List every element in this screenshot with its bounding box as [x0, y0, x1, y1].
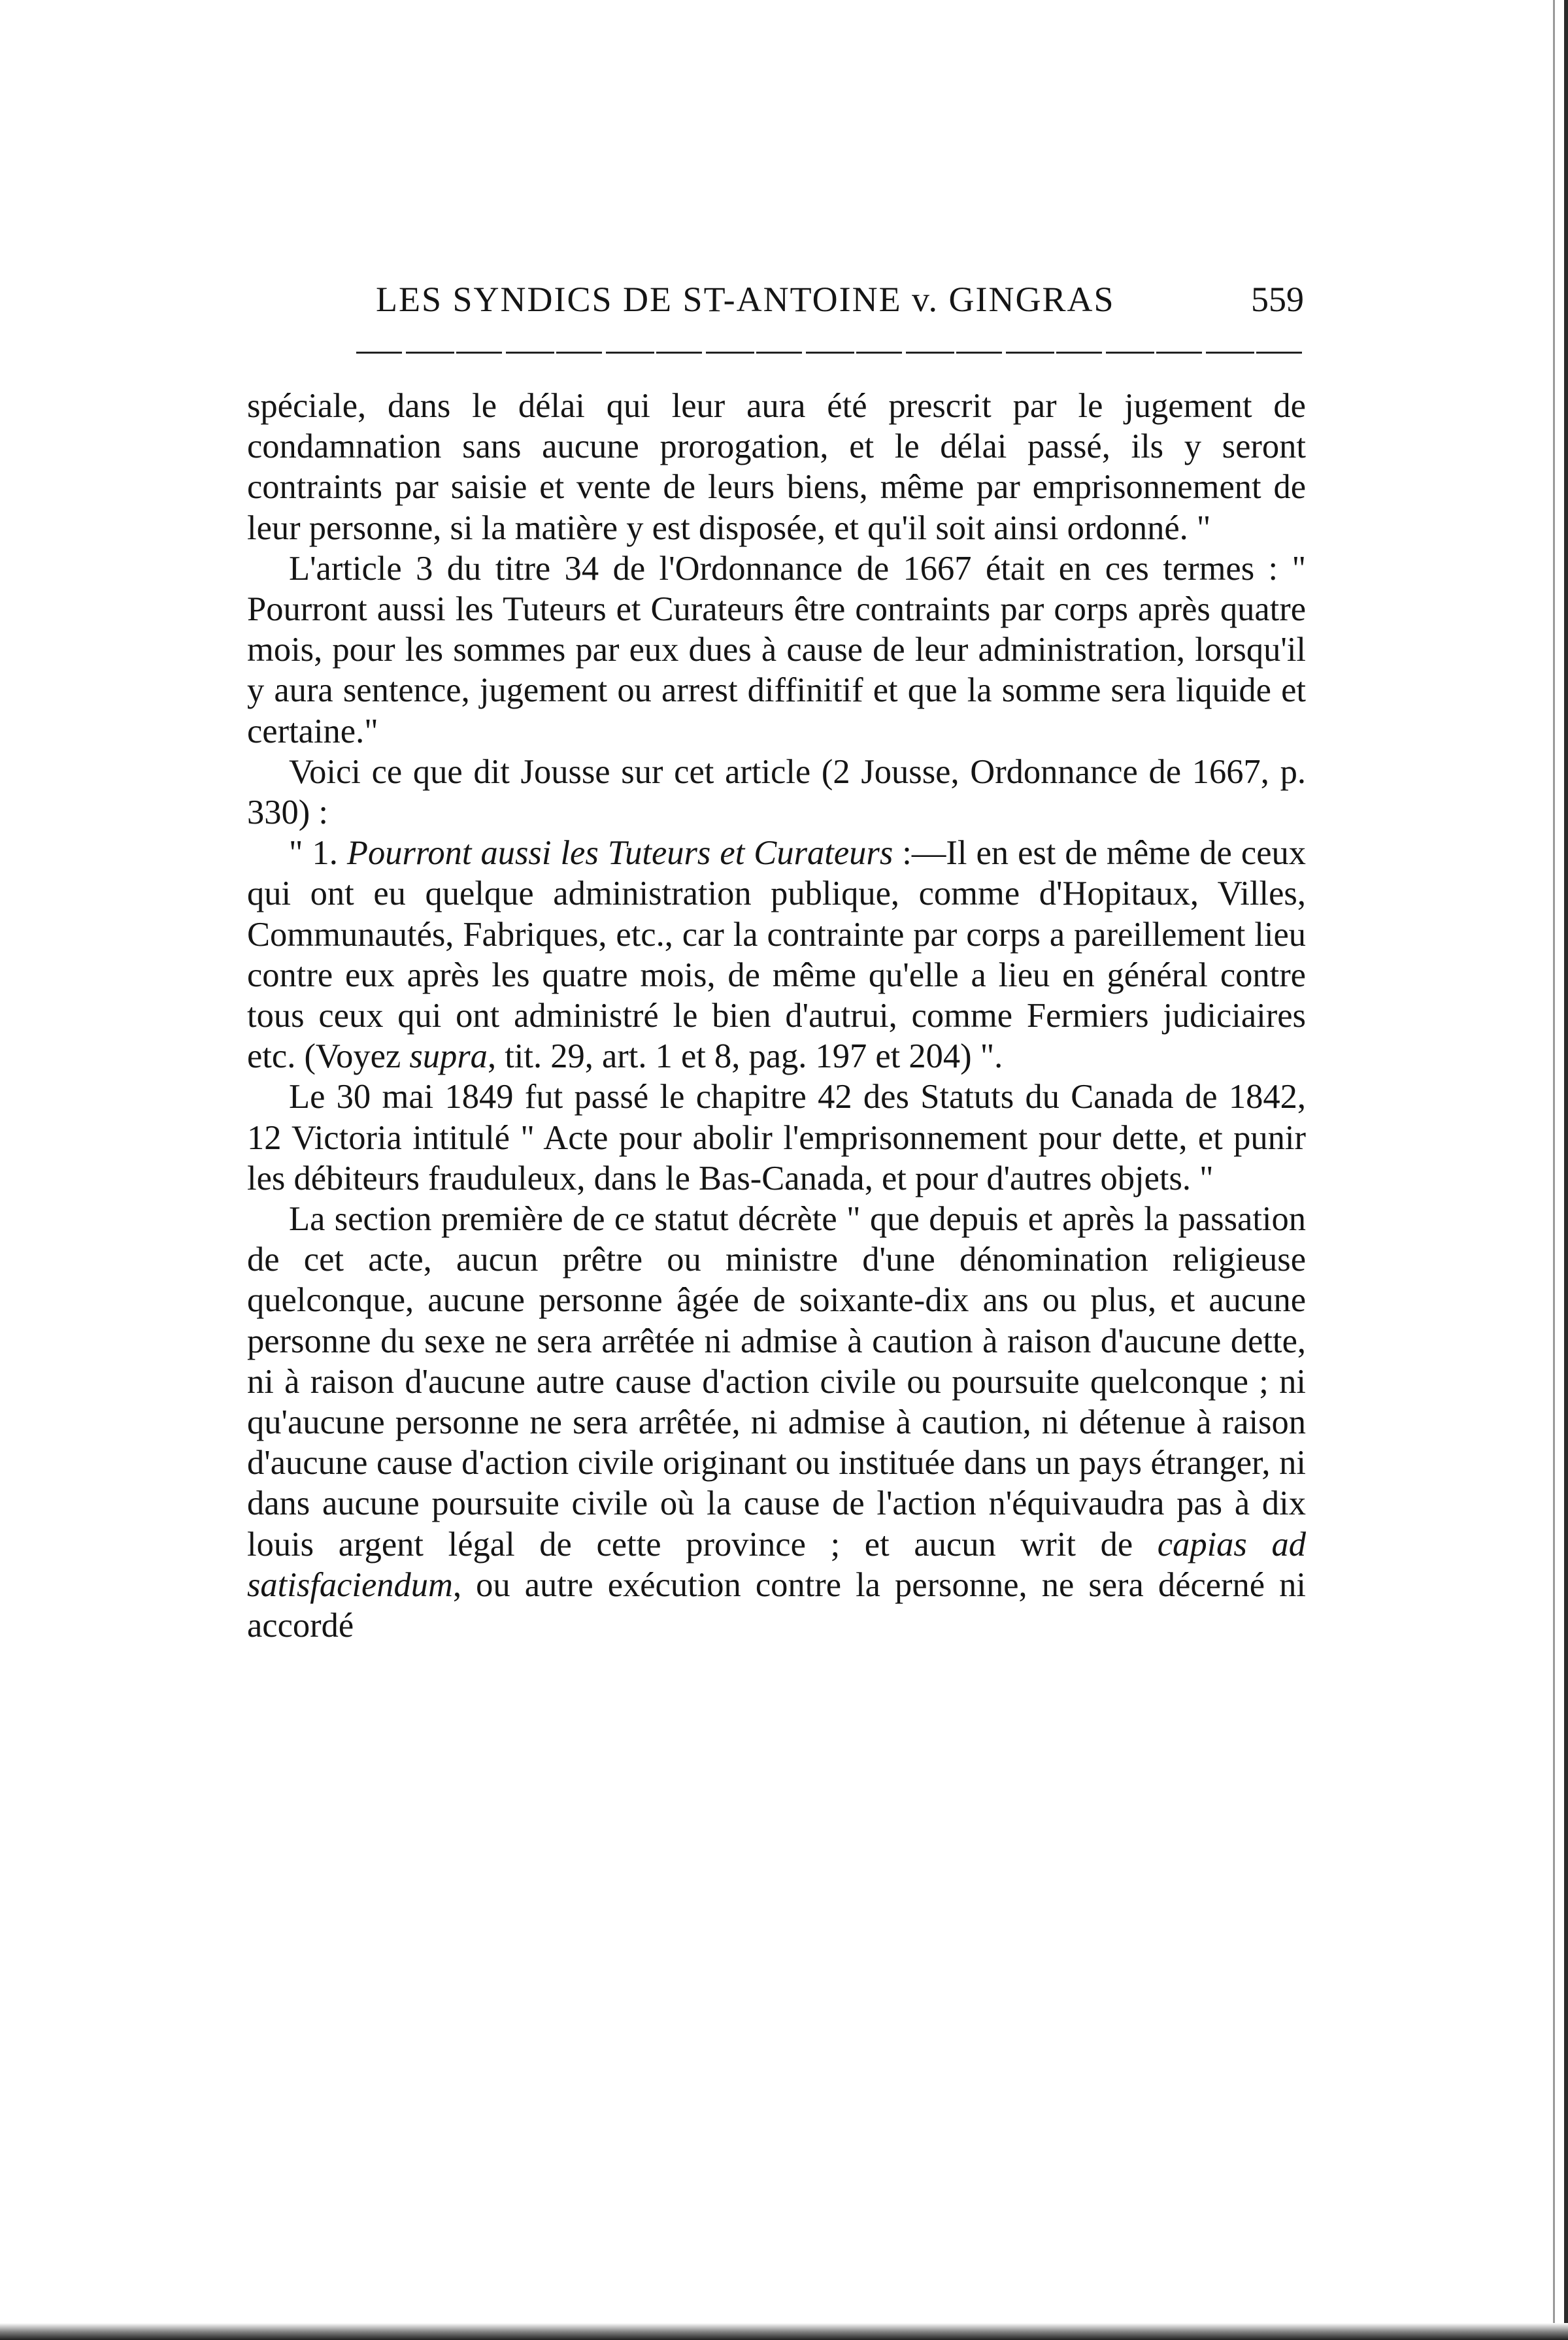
paragraph-2: L'article 3 du titre 34 de l'Ordonnance de 1667 était en ces termes : " Pourront aussi les Tuteurs et Curateurs être contraints par corps après quatre mois, pour les sommes par eux dues à cause de leur administration, lorsqu'il y aura sentence, jugement ou arrest diffinitif et que la somme sera liquide et certaine.": [247, 549, 1306, 750]
header-rule: [356, 352, 1305, 354]
page-number: 559: [1251, 280, 1304, 319]
quote-lead: " 1.: [289, 834, 347, 873]
page-edge-shadow: [1553, 0, 1555, 2340]
quote-text-end: , tit. 29, art. 1 et 8, pag. 197 et 204) ".: [487, 1037, 1003, 1076]
statute-text-end: , ou autre exécution contre la personne, ne sera décerné ni accordé: [247, 1565, 1306, 1645]
running-head: LES SYNDICS DE ST-ANTOINE v. GINGRAS: [376, 280, 1115, 319]
page-edge-right: [1564, 0, 1568, 2340]
paragraph-4-quote: [247, 833, 1306, 1077]
paragraph-5: Le 30 mai 1849 fut passé le chapitre 42 des Statuts du Canada de 1842, 12 Victoria intitulé " Acte pour abolir l'emprisonnement pour dette, et punir les débiteurs frauduleux, dans le Bas-Canada, et pour d'autres objets. ": [247, 1078, 1306, 1197]
statute-italic-capias: capias ad satisfaciendum: [247, 1525, 1307, 1604]
quote-italic-supra: supra: [409, 1037, 488, 1076]
paragraph-6: [247, 1199, 1306, 1646]
page-edge-bottom: [0, 2323, 1568, 2340]
paragraph-1: spéciale, dans le délai qui leur aura été prescrit par le jugement de condamnation sans aucune prorogation, et le délai passé, ils y seront contraints par saisie et vente de leurs biens, même par emprisonnement de leur personne, si la matière y est disposée, et qu'il soit ainsi ordonné. ": [247, 387, 1306, 547]
paragraph-3: Voici ce que dit Jousse sur cet article (2 Jousse, Ordonnance de 1667, p. 330) :: [247, 752, 1306, 832]
quote-text: :—Il en est de même de ceux qui ont eu quelque administration publique, comme d'Hopitaux, Villes, Communautés, Fabriques, etc., car la contrainte par corps a pareillement lieu contre eux après les quatre mois, de même qu'elle a lieu en général contre tous ceux qui ont administré le bien d'autrui, comme Fermiers judiciaires etc. (Voyez: [247, 834, 1306, 1076]
statute-text: La section première de ce statut décrète " que depuis et après la passation de cet acte, aucun prêtre ou ministre d'une dénomination religieuse quelconque, aucune personne âgée de soixante-dix ans ou plus, et aucune personne du sexe ne sera arrêtée ni admise à caution à raison d'aucune dette, ni à raison d'aucune autre cause d'action civile ou poursuite quelconque ; ni qu'aucune personne ne sera arrêtée, ni admise à caution, ni détenue à raison d'aucune cause d'action civile originant ou instituée dans un pays étranger, ni dans aucune poursuite civile où la cause de l'action n'équivaudra pas à dix louis argent légal de cette province ; et aucun writ de: [247, 1200, 1306, 1563]
body-text: [247, 386, 1306, 1646]
quote-italic-heading: Pourront aussi les Tuteurs et Curateurs: [346, 834, 893, 873]
page-header: [376, 273, 1304, 326]
